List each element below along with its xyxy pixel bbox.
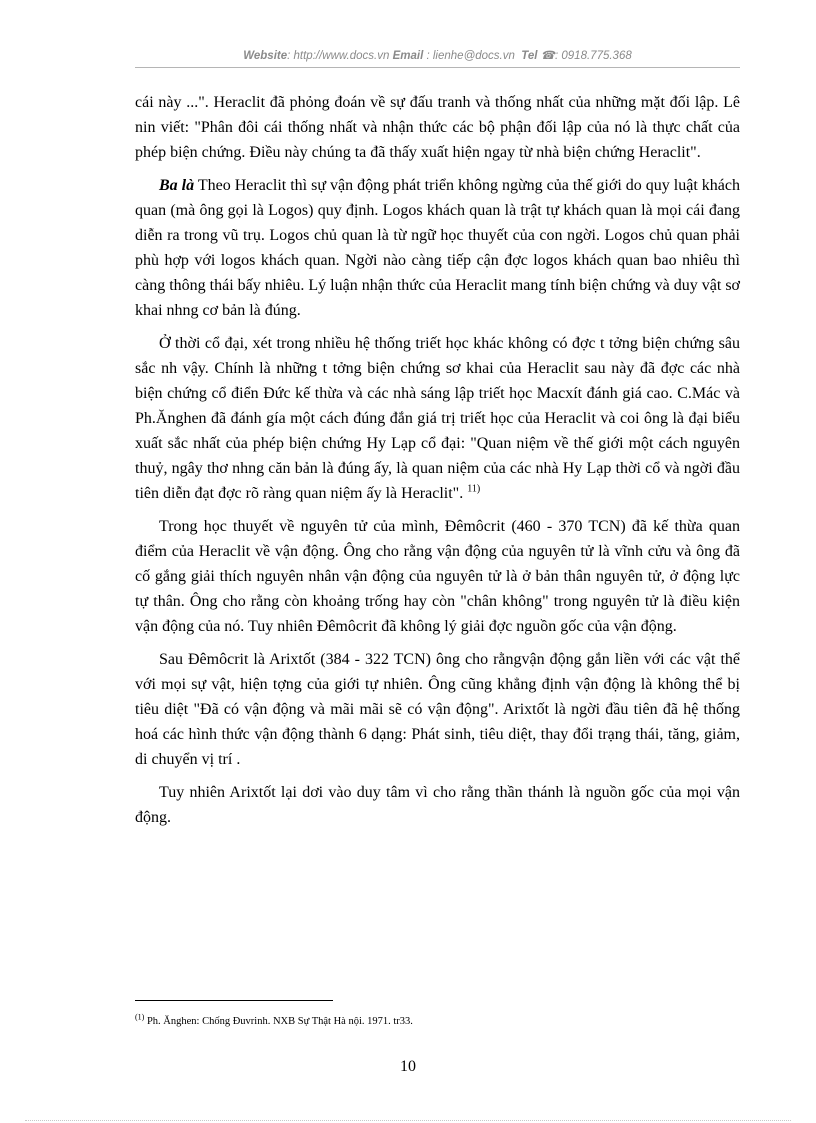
page-number: 10 bbox=[400, 1058, 416, 1075]
footnote-rule bbox=[135, 1000, 333, 1001]
footnote-text: Ph. Ănghen: Chống Đuvrinh. NXB Sự Thật Hà nội. 1971. tr33. bbox=[144, 1016, 413, 1027]
paragraph-2 bbox=[135, 173, 740, 323]
tel-value: : 0918.775.368 bbox=[555, 50, 632, 62]
paragraph-6 bbox=[135, 780, 740, 830]
paragraph-5 bbox=[135, 647, 740, 772]
email-value: : lienhe@docs.vn bbox=[426, 50, 515, 62]
paragraph-text: Theo Heraclit thì sự vận động phát triển không ngừng của thế giới do quy luật khách quan (mà ông gọi là Logos) quy định. Logos khách quan là trật tự khách quan là mọi cái đang diễn ra trong vũ trụ. Logos chủ quan là từ ngữ học thuyết của con ngời. Logos chủ quan phải phù hợp với logos khách quan. Ngời nào càng tiếp cận đợc logos khách quan bao nhiêu thì càng thông thái bấy nhiêu. Lý luận nhận thức của Heraclit mang tính biện chứng và duy vật sơ khai nhng cơ bản là đúng. bbox=[135, 177, 740, 319]
page-header bbox=[135, 48, 740, 62]
paragraph-text: Sau Đêmôcrit là Arixtốt (384 - 322 TCN) ông cho rằngvận động gắn liền với các vật thể với mọi sự vật, hiện tợng của giới tự nhiên. Ông cũng khẳng định vận động là không thể bị tiêu diệt "Đã có vận động và mãi mãi sẽ có vận động". Arixtốt là ngời đầu tiên đã hệ thống hoá các hình thức vận động thành 6 dạng: Phát sinh, tiêu diệt, thay đổi trạng thái, tăng, giảm, di chuyển vị trí . bbox=[135, 651, 740, 768]
body-text bbox=[135, 90, 740, 838]
paragraph-3 bbox=[135, 331, 740, 506]
footnote-ref: 11) bbox=[467, 483, 481, 495]
header-rule bbox=[135, 67, 740, 68]
paragraph-4 bbox=[135, 514, 740, 639]
phone-icon: ☎ bbox=[540, 50, 555, 62]
footnote-marker: (1) bbox=[135, 1012, 145, 1022]
tel-label: Tel bbox=[521, 50, 538, 62]
paragraph-text: cái này ...". Heraclit đã phỏng đoán về sự đấu tranh và thống nhất của những mặt đối lập. Lê nin viết: "Phân đôi cái thống nhất và nhận thức các bộ phận đối lập của nó là thực chất của phép biện chứng. Điều này chúng ta đã thấy xuất hiện ngay từ nhà biện chứng Heraclit". bbox=[135, 94, 740, 161]
website-label: Website bbox=[243, 50, 288, 62]
bottom-rule bbox=[25, 1120, 791, 1121]
paragraph-1 bbox=[135, 90, 740, 165]
footnote bbox=[135, 1012, 740, 1027]
paragraph-text: Tuy nhiên Arixtốt lại dơi vào duy tâm vì cho rằng thần thánh là nguồn gốc của mọi vận động. bbox=[135, 784, 740, 826]
website-value: : http://www.docs.vn bbox=[287, 50, 390, 62]
paragraph-text: Trong học thuyết về nguyên tử của mình, Đêmôcrit (460 - 370 TCN) đã kế thừa quan điểm của Heraclit về vận động. Ông cho rằng vận động của nguyên tử là vĩnh cửu và ông đã cố gắng giải thích nguyên nhân vận động của nguyên tử là ở bản thân nguyên tử, ở động lực tự thân. Ông cho rằng còn khoảng trống hay còn "chân không" trong nguyên tử là điều kiện vận động của nó. Tuy nhiên Đêmôcrit đã không lý giải đợc nguồn gốc của vận động. bbox=[135, 518, 740, 635]
paragraph-lead: Ba là bbox=[159, 177, 195, 194]
email-label: Email bbox=[392, 50, 424, 62]
paragraph-text: Ở thời cổ đại, xét trong nhiều hệ thống triết học khác không có đợc t tởng biện chứng sâu sắc nh vậy. Chính là những t tởng biện chứng sơ khai của Heraclit sau này đã đợc các nhà biện chứng cổ điển Đức kế thừa và các nhà sáng lập triết học Macxít đánh giá cao. C.Mác và Ph.Ănghen đã đánh gía một cách đúng đắn giá trị triết học của Heraclit và coi ông là đại biểu xuất sắc nhất của phép biện chứng Hy Lạp cổ đại: "Quan niệm về thế giới một cách nguyên thuỷ, ngây thơ nhng căn bản là đúng ấy, là quan niệm của các nhà Hy Lạp thời cổ và ngời đầu tiên diễn đạt đợc rõ ràng quan niệm ấy là Heraclit". bbox=[135, 335, 740, 502]
